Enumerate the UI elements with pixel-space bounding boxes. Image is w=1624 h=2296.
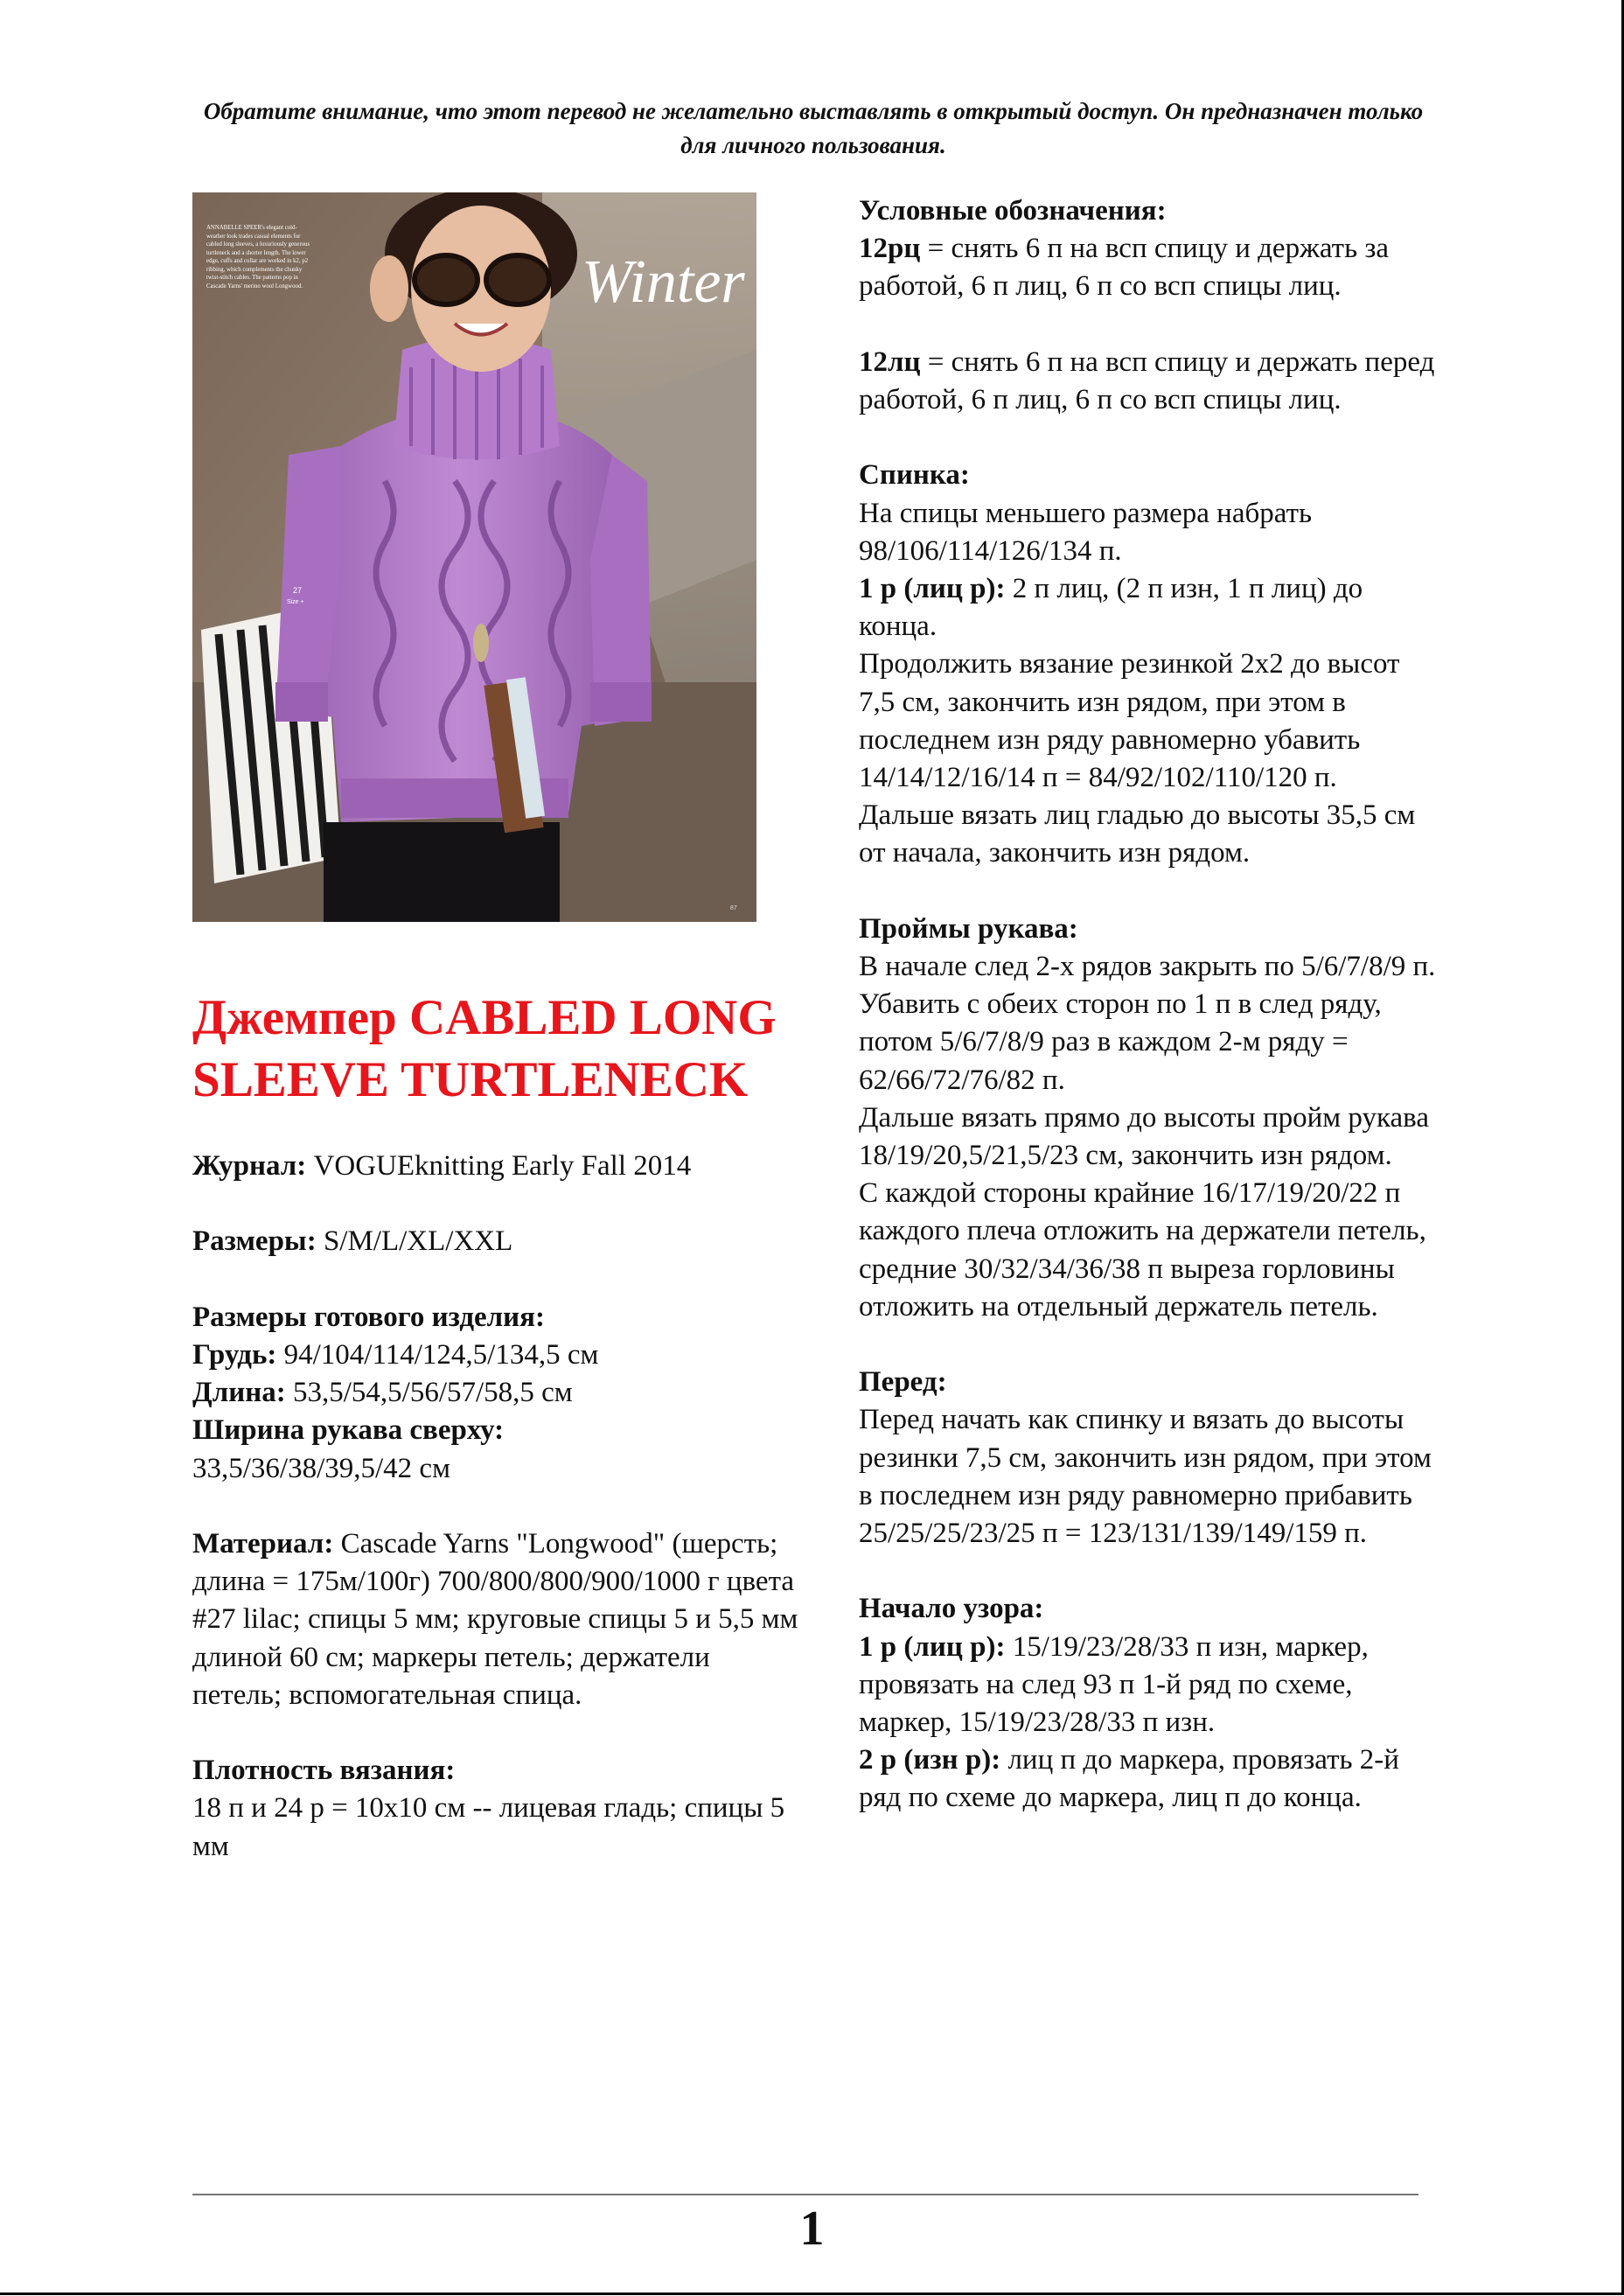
back-section [859, 457, 1436, 872]
armhole-label: Проймы рукава: [859, 912, 1078, 945]
pattern-row1-text: 15/19/23/28/33 п изн, маркер, провязать на след 93 п 1-й ряд по схеме, маркер, 15/19/23/28/33 п изн. [859, 1630, 1369, 1739]
gauge-block [192, 1752, 805, 1866]
legend-rc [859, 230, 1436, 305]
pattern-row1 [859, 1629, 1436, 1742]
sleeve-value: 33,5/36/38/39,5/42 см [192, 1452, 450, 1484]
legend-label: Условные обозначения: [859, 195, 1167, 227]
length-line [192, 1374, 805, 1412]
back-row1-text: 2 п лиц, (2 п изн, 1 п лиц) до конца. [859, 573, 1363, 643]
photo-headline: Winter [582, 248, 745, 316]
photo-pattern-number: 27 [293, 586, 303, 595]
legend-lc [859, 344, 1436, 419]
gauge-value: 18 п и 24 р = 10x10 см -- лицевая гладь; спицы 5 мм [192, 1792, 785, 1862]
pattern-row1-label: 1 р (лиц р): [859, 1630, 1006, 1663]
back-row1-label: 1 р (лиц р): [859, 573, 1006, 604]
pattern-row2 [859, 1741, 1436, 1817]
sizes-label: Размеры: [192, 1225, 317, 1258]
bust-label: Грудь: [192, 1338, 277, 1371]
length-value: 53,5/54,5/56/57/58,5 см [285, 1377, 573, 1409]
cover-photo [192, 192, 756, 922]
back-stockinette: Дальше вязать лиц гладью до высоты 35,5 см от начала, закончить изн рядом. [859, 799, 1416, 869]
finished-measurements [192, 1299, 805, 1488]
rc-label: 12рц [859, 233, 921, 265]
material-label: Материал: [192, 1527, 334, 1560]
sizes-line [192, 1223, 805, 1260]
pattern-row2-label: 2 р (изн р): [859, 1744, 1001, 1776]
pattern-start-label: Начало узора: [859, 1593, 1044, 1625]
page-number: 1 [799, 2202, 825, 2256]
photo-size-label: Size + [287, 599, 304, 605]
material-value: Cascade Yarns "Longwood" (шерсть; длина = 175м/100г) 700/800/800/900/1000 г цвета #27 lilac; спицы 5 мм; круговые спицы 5 и 5,5 мм длиной 60 см; маркеры петель; держатели петель; вспомогательная спица. [192, 1527, 798, 1711]
front-label: Перед: [859, 1366, 947, 1399]
front-section [859, 1364, 1436, 1553]
footer-rule [192, 2194, 1418, 2195]
material-block [192, 1525, 805, 1714]
lc-label: 12лц [859, 345, 921, 378]
pattern-title: Джемпер CABLED LONG SLEEVE TURTLENECK [192, 990, 777, 1107]
length-label: Длина: [192, 1377, 286, 1409]
back-cast-on: На спицы меньшего размера набрать 98/106/114/126/134 п. [859, 497, 1313, 567]
bust-value: 94/104/114/124,5/134,5 см [276, 1338, 599, 1371]
right-column [859, 192, 1436, 1855]
magazine-value: VOGUEknitting Early Fall 2014 [306, 1150, 692, 1182]
back-ribbing: Продолжить вязание резинкой 2x2 до высот 7,5 см, закончить изн рядом, при этом в последнем изн ряду равномерно убавить 14/14/12/16/14 п = 84/92/102/110/120 п. [859, 648, 1400, 794]
privacy-notice: Обратите внимание, что этот перевод не желательно выставлять в открытый доступ. Он предназначен только для личного пользования. [203, 98, 1424, 158]
gauge-label: Плотность вязания: [192, 1755, 456, 1787]
sleeve-label: Ширина рукава сверху: [192, 1414, 505, 1447]
front-text: Перед начать как спинку и вязать до высоты резинки 7,5 см, закончить изн рядом, при этом в последнем изн ряду равномерно прибавить 25/25/25/23/25 п = 123/131/139/149/159 п. [859, 1404, 1432, 1550]
armhole-height: Дальше вязать прямо до высоты пройм рукава 18/19/20,5/21,5/23 см, закончить изн рядом. [859, 1101, 1429, 1172]
sizes-value: S/M/L/XL/XXL [316, 1225, 513, 1258]
armhole-section [859, 911, 1436, 1326]
bust-line [192, 1336, 805, 1374]
magazine-line [192, 1148, 805, 1185]
shoulder-holders: С каждой стороны крайние 16/17/19/20/22 п каждого плеча отложить на держатели петель, средние 30/32/34/36/38 п выреза горловины отложить на отдельный держатель петель. [859, 1177, 1426, 1322]
pattern-start-section [859, 1590, 1436, 1817]
rc-text: = снять 6 п на всп спицу и держать за работой, 6 п лиц, 6 п со всп спицы лиц. [859, 233, 1390, 303]
lc-text: = снять 6 п на всп спицу и держать перед работой, 6 п лиц, 6 п со всп спицы лиц. [859, 345, 1435, 415]
back-row1 [859, 570, 1436, 646]
pattern-row2-text: лиц п до маркера, провязать 2-й ряд по схеме до маркера, лиц п до конца. [859, 1744, 1399, 1814]
magazine-label: Журнал: [192, 1150, 307, 1182]
left-column [192, 987, 805, 1903]
photo-caption: ANNABELLE SPEER's elegant cold-weather look trades casual elements for cabled long sleeves, a luxuriously generous turtleneck and a shorter length. The lower edge, cuffs and collar are worked in k2, p2 ribbing, which complements the chunky twist-stitch cables. The patterns pop in Cascade Yarns' merino wool Longwood. [206, 225, 310, 290]
armhole-shaping: В начале след 2-х рядов закрыть по 5/6/7/8/9 п. Убавить с обеих сторон по 1 п в след ряду, потом 5/6/7/8/9 раз в каждом 2-м ряду = 62/66/72/76/82 п. [859, 951, 1436, 1096]
legend-section [859, 192, 1436, 419]
finished-label: Размеры готового изделия: [192, 1301, 546, 1333]
photo-page-ref: 87 [730, 905, 737, 911]
back-label: Спинка: [859, 459, 970, 492]
